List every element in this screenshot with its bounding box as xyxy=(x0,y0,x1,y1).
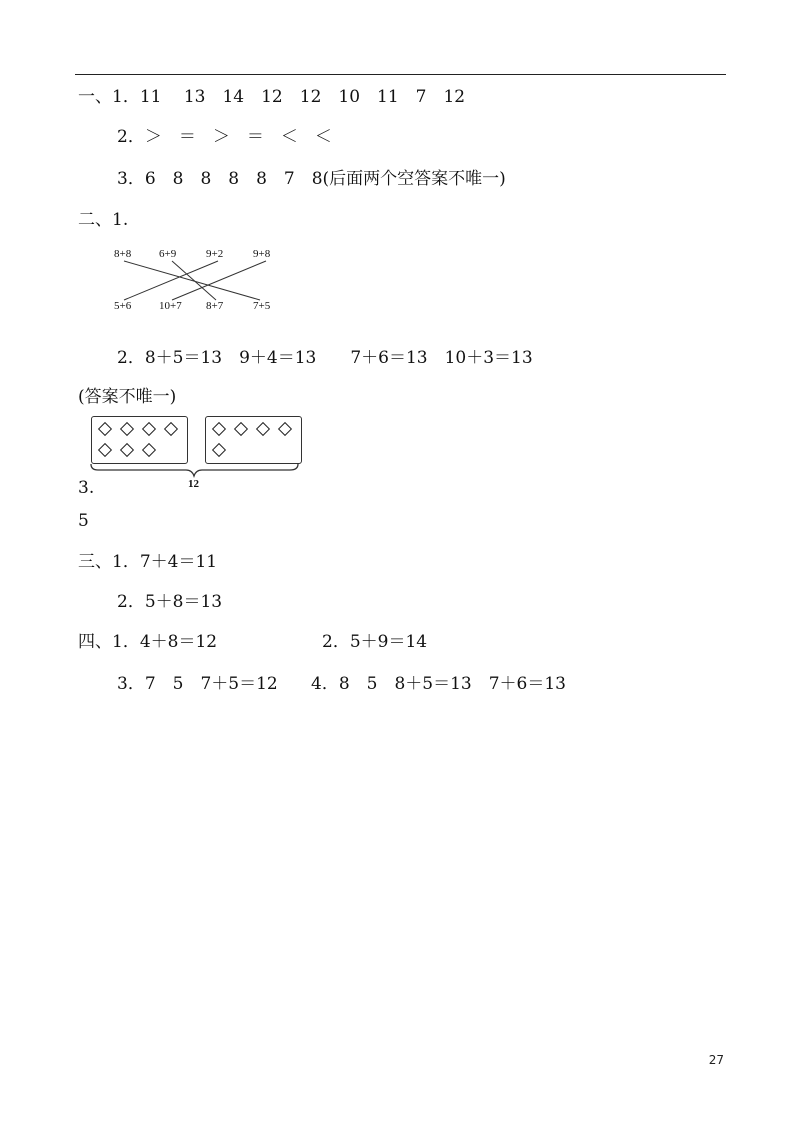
match-top-2: 6+9 xyxy=(159,248,177,260)
diamond-figure xyxy=(88,414,308,492)
section2-q2: 2．8＋5＝13 9＋4＝13 7＋6＝13 10＋3＝13 xyxy=(117,348,533,368)
matching-lines xyxy=(110,244,290,316)
matching-diagram xyxy=(110,244,290,316)
section1-q1: 一、1．11 13 14 12 12 10 11 7 12 xyxy=(78,87,466,107)
section2-q3-answer: 5 xyxy=(78,511,89,531)
section2-q3-label: 3. xyxy=(78,478,95,498)
section3-q1: 三、1．7＋4＝11 xyxy=(78,552,218,572)
match-top-3: 9+2 xyxy=(206,248,224,260)
header-rule xyxy=(75,74,726,75)
match-bottom-1: 5+6 xyxy=(114,300,132,312)
section4-q3: 3．7 5 7＋5＝12 xyxy=(117,674,278,694)
section3-q2: 2．5＋8＝13 xyxy=(117,592,223,612)
section1-q3: 3．6 8 8 8 8 7 8(后面两个空答案不唯一) xyxy=(117,169,506,189)
page-number: 27 xyxy=(708,1053,724,1067)
match-bottom-3: 8+7 xyxy=(206,300,224,312)
match-bottom-2: 10+7 xyxy=(159,300,182,312)
section2-note: (答案不唯一) xyxy=(78,387,177,407)
section2-q1-label: 二、1. xyxy=(78,210,129,230)
match-top-1: 8+8 xyxy=(114,248,132,260)
match-top-4: 9+8 xyxy=(253,248,271,260)
section1-q2: 2．＞ ＝ ＞ ＝ ＜ ＜ xyxy=(117,127,332,147)
section4-q2: 2．5＋9＝14 xyxy=(322,632,428,652)
match-bottom-4: 7+5 xyxy=(253,300,271,312)
section4-q1: 四、1．4＋8＝12 xyxy=(78,632,218,652)
section4-q4: 4．8 5 8＋5＝13 7＋6＝13 xyxy=(311,674,566,694)
brace-label: 12 xyxy=(188,478,199,490)
